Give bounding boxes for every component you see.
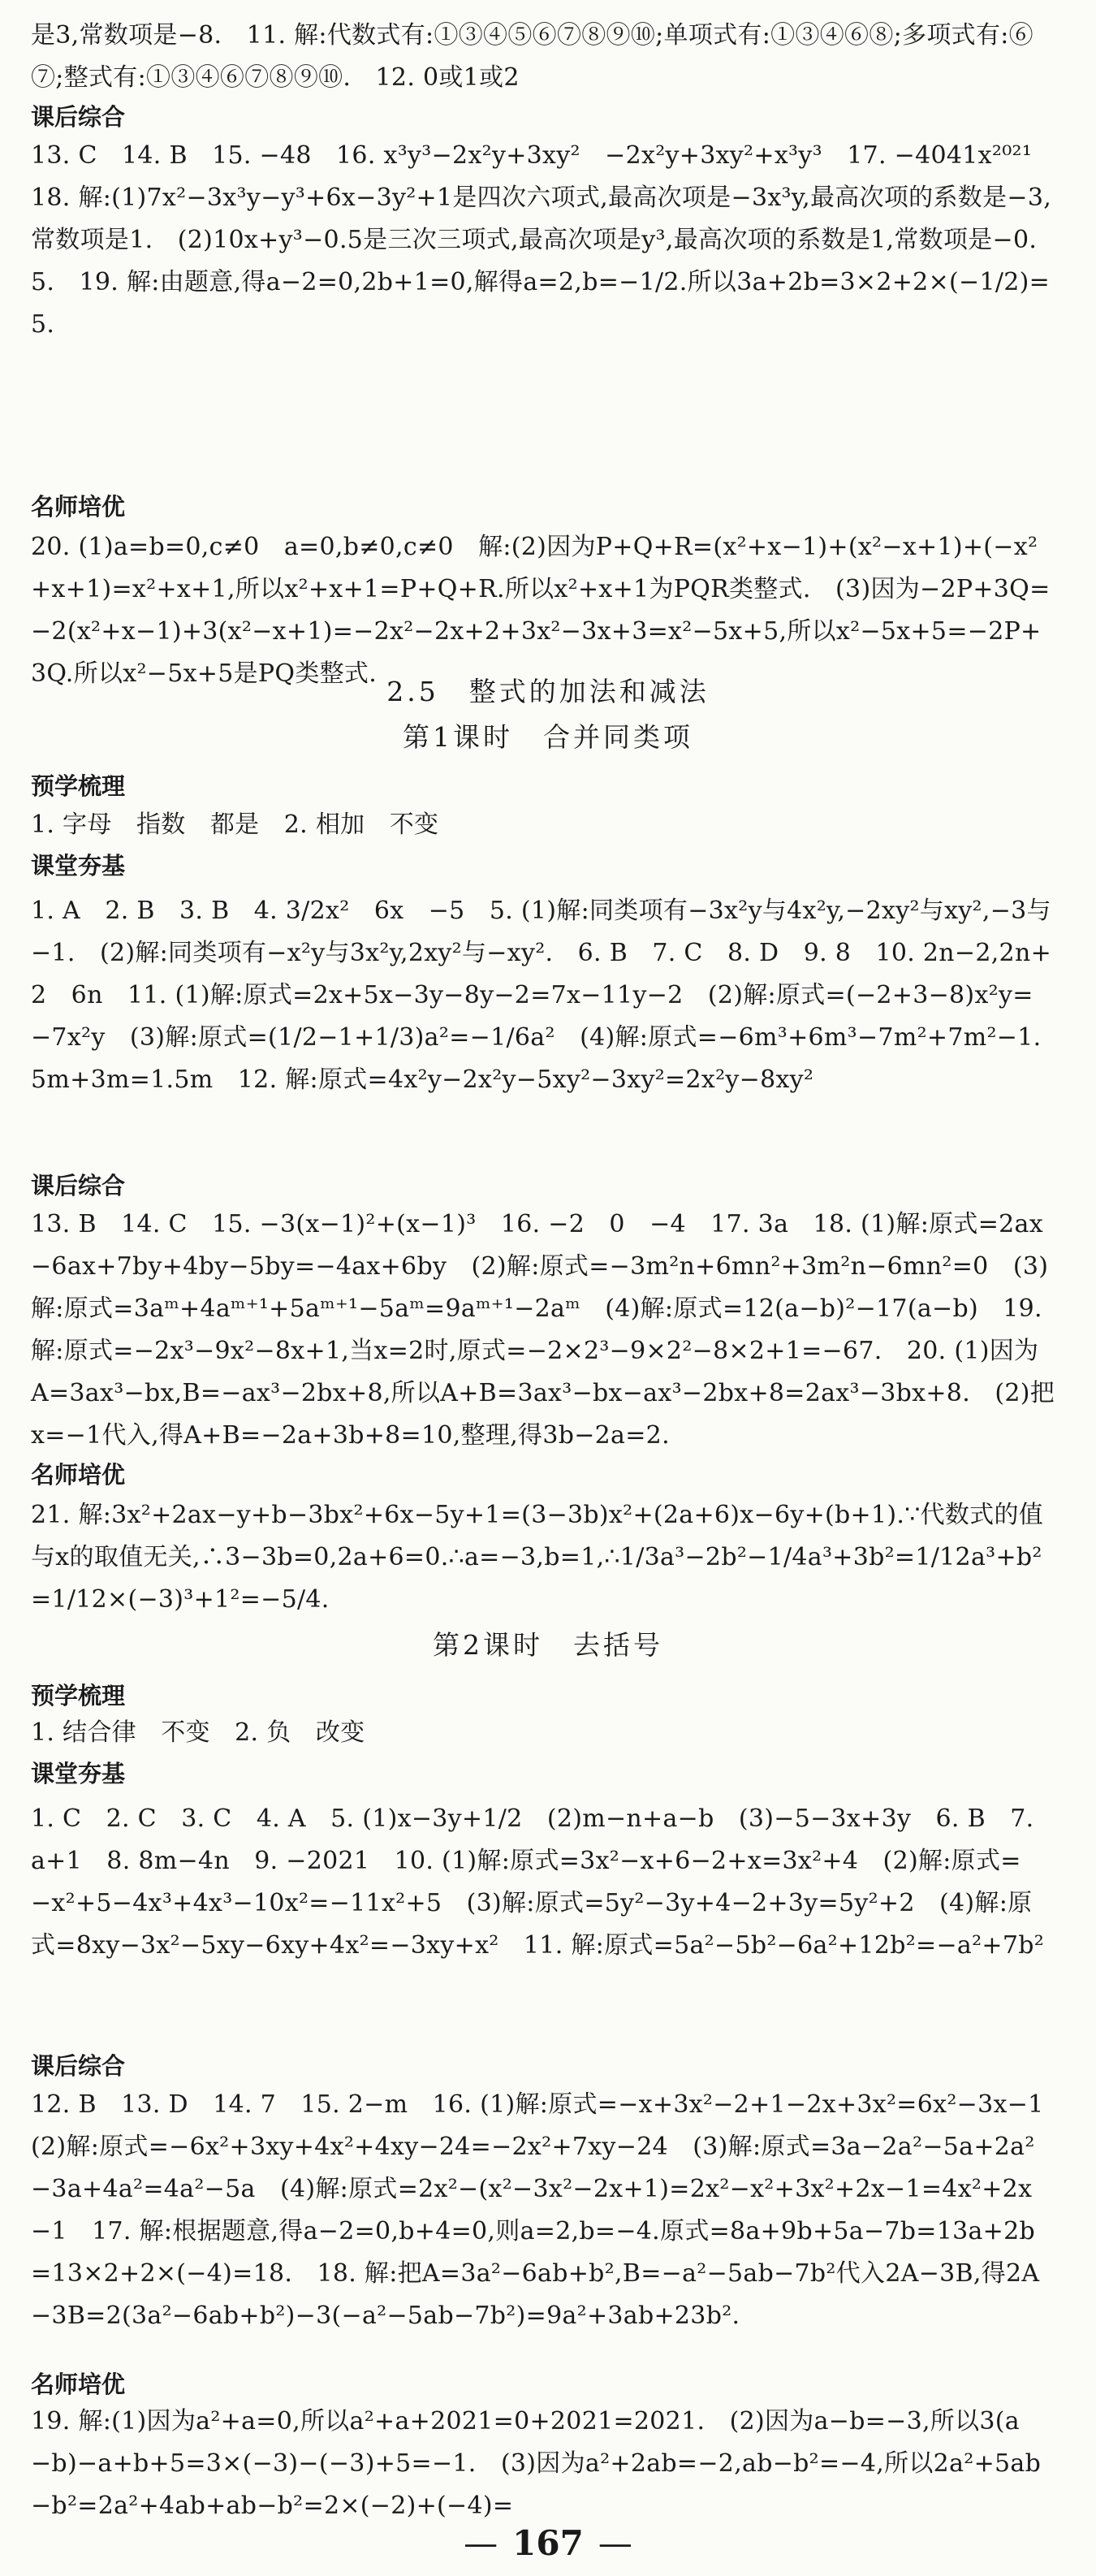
section-heading: 名师培优 bbox=[31, 493, 126, 521]
answer-text-block: 1. 字母 指数 都是 2. 相加 不变 bbox=[31, 810, 439, 839]
section-heading: 预学梳理 bbox=[31, 772, 126, 800]
answer-text-block: 1. A 2. B 3. B 4. 3/2x² 6x −5 5. (1)解:同类项有−3x²y与4x²y,−2xy²与xy²,−3与−1. (2)解:同类项有−x²y与3x²y,2xy²与−xy². 6. B 7. C 8. D 9. 8 10. 2n−2,2n+2 6n 11. (1)解:原式=2x+5x−3y−8y−2=7x−11y−2 (2)解:原式=(−2+3−8)x²y=−7x²y (3)解:原式=(1/2−1+1/3)a²=−1/6a² (4)解:原式=−6m³+6m³−7m²+7m²−1.5m+3m=1.5m 12. 解:原式=4x²y−2x²y−5xy²−3xy²=2x²y−8xy² bbox=[31, 897, 1052, 1094]
section-heading: 名师培优 bbox=[31, 2371, 126, 2398]
section-heading: 课后综合 bbox=[31, 1172, 126, 1199]
page-number-value: 167 bbox=[512, 2523, 584, 2563]
lesson-title: 第1课时 合并同类项 bbox=[403, 721, 693, 753]
section-heading: 名师培优 bbox=[31, 1461, 126, 1489]
answer-text-block: 19. 解:(1)因为a²+a=0,所以a²+a+2021=0+2021=2021. (2)因为a−b=−3,所以3(a−b)−a+b+5=3×(−3)−(−3)+5=−1. (3)因为a²+2ab=−2,ab−b²=−4,所以2a²+5ab−b²=2a²+4ab+ab−b²=2×(−2)+(−4)= bbox=[31, 2407, 1042, 2520]
answer-text-block: 13. C 14. B 15. −48 16. x³y³−2x²y+3xy² −2x²y+3xy²+x³y³ 17. −4041x²⁰²¹ 18. 解:(1)7x²−3x³y−y³+6x−3y²+1是四次六项式,最高次项是−3x³y,最高次项的系数是−3,常数项是1. (2)10x+y³−0.5是三次三项式,最高次项是y³,最高次项的系数是1,常数项是−0.5. 19. 解:由题意,得a−2=0,2b+1=0,解得a=2,b=−1/2.所以3a+2b=3×2+2×(−1/2)=5. bbox=[31, 141, 1057, 339]
answer-text-block: 13. B 14. C 15. −3(x−1)²+(x−1)³ 16. −2 0 −4 17. 3a 18. (1)解:原式=2ax−6ax+7by+4by−5by=−4ax+6by (2)解:原式=−3m²n+6mn²+3m²n−6mn²=0 (3)解:原式=3aᵐ+4aᵐ⁺¹+5aᵐ⁺¹−5aᵐ=9aᵐ⁺¹−2aᵐ (4)解:原式=12(a−b)²−17(a−b) 19. 解:原式=−2x³−9x²−8x+1,当x=2时,原式=−2×2³−9×2²−8×2+1=−67. 20. (1)因为A=3ax³−bx,B=−ax³−2bx+8,所以A+B=3ax³−bx−ax³−2bx+8=2ax³−3bx+8. (2)把x=−1代入,得A+B=−2a+3b+8=10,整理,得3b−2a=2. bbox=[31, 1210, 1055, 1450]
answer-text-block: 1. C 2. C 3. C 4. A 5. (1)x−3y+1/2 (2)m−n+a−b (3)−5−3x+3y 6. B 7. a+1 8. 8m−4n 9. −2021 10. (1)解:原式=3x²−x+6−2+x=3x²+4 (2)解:原式=−x²+5−4x³+4x³−10x²=−11x²+5 (3)解:原式=5y²−3y+4−2+3y=5y²+2 (4)解:原式=8xy−3x²−5xy−6xy+4x²=−3xy+x² 11. 解:原式=5a²−5b²−6a²+12b²=−a²+7b² bbox=[31, 1804, 1045, 1960]
lesson-title: 第2课时 去括号 bbox=[433, 1629, 663, 1661]
answer-text-block: 20. (1)a=b=0,c≠0 a=0,b≠0,c≠0 解:(2)因为P+Q+R=(x²+x−1)+(x²−x+1)+(−x²+x+1)=x²+x+1,所以x²+x+1=P+Q+R.所以x²+x+1为PQR类整式. (3)因为−2P+3Q=−2(x²+x−1)+3(x²−x+1)=−2x²−2x+2+3x²−3x+3=x²−5x+5,所以x²−5x+5=−2P+3Q.所以x²−5x+5是PQ类整式. bbox=[31, 533, 1051, 688]
section-heading: 课后综合 bbox=[31, 103, 126, 131]
page-number: — 167 — bbox=[464, 2523, 632, 2563]
section-heading: 课堂夯基 bbox=[31, 1760, 126, 1787]
section-heading: 预学梳理 bbox=[31, 1682, 126, 1709]
answer-text-block: 1. 结合律 不变 2. 负 改变 bbox=[31, 1718, 365, 1747]
section-heading: 课后综合 bbox=[31, 2052, 126, 2080]
answer-text-block: 12. B 13. D 14. 7 15. 2−m 16. (1)解:原式=−x+3x²−2+1−2x+3x²=6x²−3x−1 (2)解:原式=−6x²+3xy+4x²+4xy−24=−2x²+7xy−24 (3)解:原式=3a−2a²−5a+2a²−3a+4a²=4a²−5a (4)解:原式=2x²−(x²−3x²−2x+1)=2x²−x²+3x²+2x−1=4x²+2x−1 17. 解:根据题意,得a−2=0,b+4=0,则a=2,b=−4.原式=8a+9b+5a−7b=13a+2b=13×2+2×(−4)=18. 18. 解:把A=3a²−6ab+b²,B=−a²−5ab−7b²代入2A−3B,得2A−3B=2(3a²−6ab+b²)−3(−a²−5ab−7b²)=9a²+3ab+23b². bbox=[31, 2090, 1068, 2330]
answer-text-block: 是3,常数项是−8. 11. 解:代数式有:①③④⑤⑥⑦⑧⑨⑩;单项式有:①③④⑥⑧;多项式有:⑥⑦;整式有:①③④⑥⑦⑧⑨⑩. 12. 0或1或2 bbox=[31, 21, 1033, 92]
section-title: 2.5 整式的加法和减法 bbox=[386, 676, 710, 707]
section-heading: 课堂夯基 bbox=[31, 852, 126, 880]
answer-text-block: 21. 解:3x²+2ax−y+b−3bx²+6x−5y+1=(3−3b)x²+(2a+6)x−6y+(b+1).∵代数式的值与x的取值无关,∴3−3b=0,2a+6=0.∴a=−3,b=1,∴1/3a³−2b²−1/4a³+3b²=1/12a³+b²=1/12×(−3)³+1²=−5/4. bbox=[31, 1501, 1044, 1614]
